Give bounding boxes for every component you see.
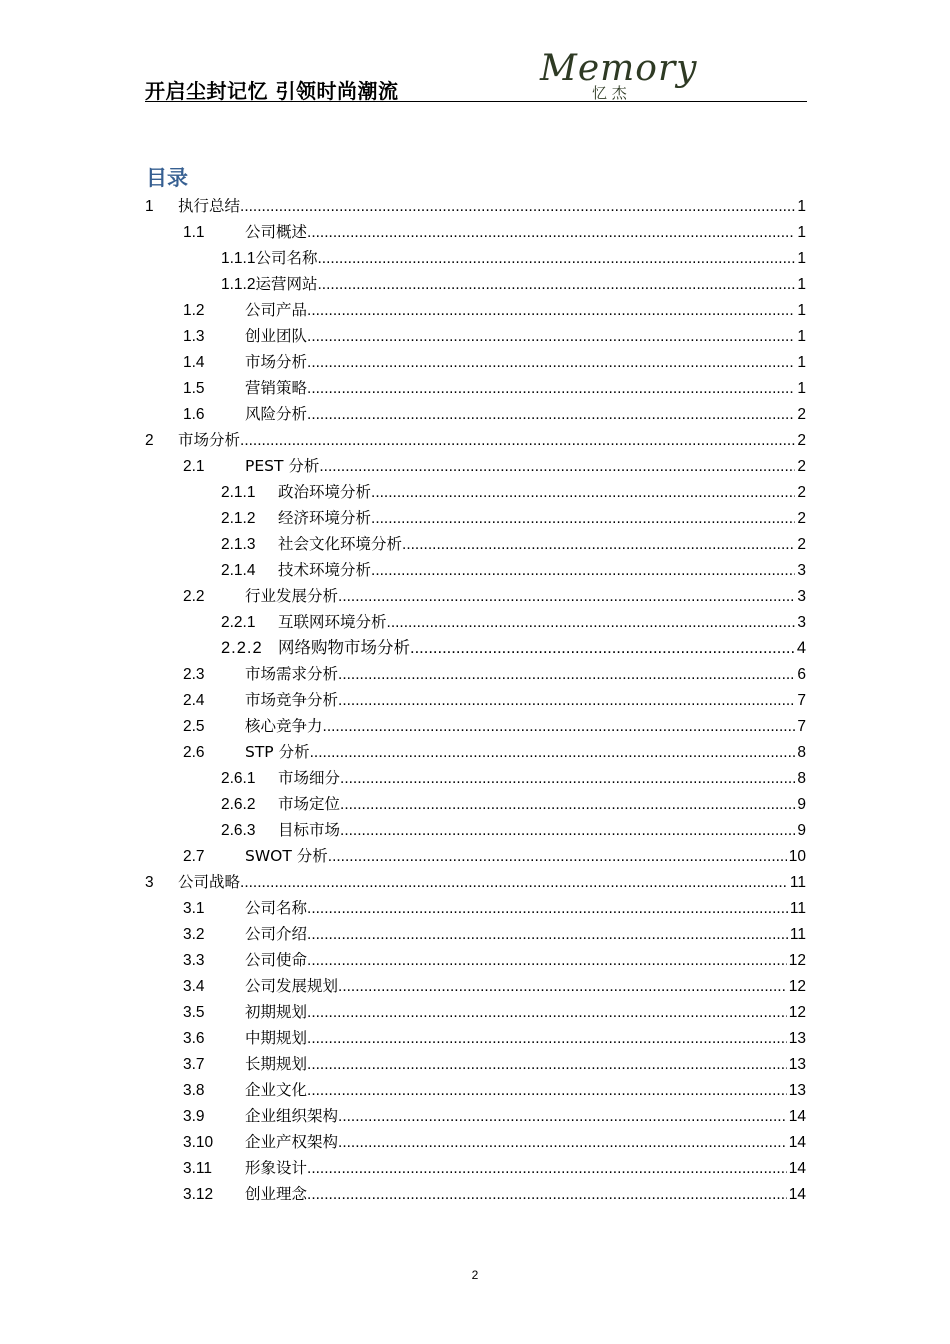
toc-label: 创业团队 [245,327,308,345]
logo-wordmark: Memory [540,48,698,89]
toc-entry[interactable] [183,401,806,427]
toc-label: 网络购物市场分析 [278,638,410,657]
toc-leader [307,324,795,350]
toc-number: 2 [145,432,154,449]
toc-page: 11 [789,874,806,891]
toc-entry[interactable] [183,661,806,687]
toc-label: 公司产品 [245,301,308,319]
toc-entry[interactable] [183,973,806,999]
toc-label: 市场定位 [278,795,341,813]
toc-page: 1 [797,380,806,397]
toc-page: 11 [789,900,806,917]
toc-number: 2.5 [183,718,205,735]
toc-label: 技术环境分析 [278,561,372,579]
toc-page: 2 [797,484,806,501]
toc-number: 2.7 [183,848,205,865]
toc-page: 11 [789,926,806,943]
toc-page: 8 [797,770,806,787]
toc-entry[interactable] [221,635,806,661]
toc-label: SWOT 分析 [245,847,328,865]
toc-entry[interactable] [221,505,806,531]
toc-page: 2 [797,510,806,527]
toc-entry[interactable] [221,271,806,297]
toc-number: 2.2 [183,588,205,605]
toc-entry[interactable] [221,531,806,557]
toc-label: 企业产权架构 [245,1133,339,1151]
toc-label: 公司概述 [245,223,308,241]
toc-label: PEST 分析 [245,457,320,475]
toc-number: 1.4 [183,354,205,371]
toc-number: 3.8 [183,1082,205,1099]
toc-entry[interactable] [183,323,806,349]
toc-page: 3 [797,588,806,605]
toc-label: 政治环境分析 [278,483,372,501]
toc-label: 公司发展规划 [245,977,339,995]
toc-number: 2.1 [183,458,205,475]
toc-page: 14 [788,1160,806,1177]
toc-entry[interactable] [183,921,806,947]
toc-page: 7 [797,692,806,709]
toc-leader [338,1130,787,1156]
toc-number: 3.2 [183,926,205,943]
toc-leader [307,1052,787,1078]
toc-leader [307,350,795,376]
toc-entry[interactable] [183,843,806,869]
toc-leader [307,1156,787,1182]
toc-label: 市场细分 [278,769,341,787]
toc-number: 1.5 [183,380,205,397]
toc-entry[interactable] [183,349,806,375]
toc-leader [328,844,787,870]
toc-number: 3.9 [183,1108,205,1125]
toc-label: 初期规划 [245,1003,308,1021]
toc-page: 1 [797,224,806,241]
toc-leader [338,1104,787,1130]
toc-page: 1 [797,276,806,293]
toc-leader [340,792,795,818]
toc-label: 公司使命 [245,951,308,969]
toc-entry[interactable] [183,895,806,921]
toc-page: 3 [797,562,806,579]
logo-chinese-mark: 忆 杰 [592,84,627,102]
toc-entry[interactable] [183,583,806,609]
toc-entry[interactable] [145,193,806,219]
toc-number: 3.12 [183,1186,214,1203]
toc-page: 9 [797,796,806,813]
toc-number: 3.3 [183,952,205,969]
toc-leader [338,974,787,1000]
toc-number: 1 [145,198,154,215]
toc-entry[interactable] [183,739,806,765]
toc-entry[interactable] [221,791,806,817]
toc-number: 2.6.1 [221,770,256,787]
toc-page: 9 [797,822,806,839]
toc-leader [307,220,795,246]
toc-entry[interactable] [221,479,806,505]
toc-leader [402,532,795,558]
toc-number: 3.1 [183,900,205,917]
toc-label: 企业文化 [245,1081,308,1099]
toc-leader [371,480,795,506]
toc-leader [307,1026,787,1052]
toc-entry[interactable] [183,1155,806,1181]
toc-label: 公司名称 [255,249,318,267]
toc-label: 互联网环境分析 [278,613,387,631]
toc-leader [340,766,795,792]
page-header [145,44,807,102]
toc-entry[interactable] [183,999,806,1025]
toc-leader [323,714,796,740]
toc-number: 3.5 [183,1004,205,1021]
toc-page: 3 [797,614,806,631]
toc-leader [318,272,796,298]
toc-label: 执行总结 [178,197,241,215]
toc-number: 3.10 [183,1134,214,1151]
toc-leader [307,376,795,402]
toc-page: 13 [788,1056,806,1073]
toc-page: 13 [788,1082,806,1099]
toc-number: 2.6.3 [221,822,256,839]
toc-leader [307,896,788,922]
toc-page: 2 [797,432,806,449]
toc-page: 13 [788,1030,806,1047]
toc-label: 市场分析 [245,353,308,371]
toc-entry[interactable] [183,1103,806,1129]
toc-entry[interactable] [221,557,806,583]
toc-page: 2 [797,406,806,423]
toc-leader [319,454,795,480]
toc-page: 6 [797,666,806,683]
toc-number: 1.6 [183,406,205,423]
toc-page: 2 [797,458,806,475]
toc-label: 市场分析 [178,431,241,449]
toc-page: 12 [788,952,806,969]
toc-number: 2.6 [183,744,205,761]
toc-page: 10 [788,848,806,865]
header-slogan: 开启尘封记忆 引领时尚潮流 [145,79,399,103]
toc-entry[interactable] [145,869,806,895]
toc-number: 2.2.2 [221,639,263,657]
toc-entry[interactable] [145,427,806,453]
toc-leader [371,558,795,584]
toc-leader [307,948,787,974]
toc-entry[interactable] [221,765,806,791]
toc-page: 14 [788,1186,806,1203]
toc-label: 长期规划 [245,1055,308,1073]
toc-number: 2.1.4 [221,562,256,579]
toc-page: 2 [797,536,806,553]
toc-number: 2.2.1 [221,614,256,631]
toc-label: 企业组织架构 [245,1107,339,1125]
toc-entry[interactable] [183,1181,806,1207]
toc-number: 1.3 [183,328,205,345]
toc-number: 1.1.2 [221,276,256,293]
toc-entry[interactable] [183,687,806,713]
toc-number: 1.1 [183,224,205,241]
toc-entry[interactable] [183,1129,806,1155]
toc-label: 公司战略 [178,873,241,891]
toc-leader [240,428,795,454]
toc-number: 2.3 [183,666,205,683]
toc-leader [338,584,795,610]
toc-entry[interactable] [183,947,806,973]
toc-entry[interactable] [221,817,806,843]
toc-page: 1 [797,250,806,267]
toc-label: 市场需求分析 [245,665,339,683]
toc-leader [307,1078,787,1104]
toc-entry[interactable] [221,609,806,635]
toc-leader [340,818,795,844]
toc-number: 3.6 [183,1030,205,1047]
toc-page: 1 [797,328,806,345]
toc-leader [307,402,795,428]
toc-page: 1 [797,198,806,215]
toc-label: 风险分析 [245,405,308,423]
toc-page: 8 [797,744,806,761]
toc-label: 运营网站 [255,275,318,293]
toc-leader [410,635,795,661]
toc-number: 1.1.1 [221,250,256,267]
toc-page: 14 [788,1134,806,1151]
toc-label: 形象设计 [245,1159,308,1177]
toc-leader [338,662,795,688]
toc-label: 社会文化环境分析 [278,535,403,553]
toc-leader [318,246,796,272]
toc-entry[interactable] [183,297,806,323]
toc-label: 公司名称 [245,899,308,917]
toc-number: 3.11 [183,1160,213,1177]
toc-label: 核心竞争力 [245,717,323,735]
toc-entry[interactable] [183,219,806,245]
toc-page: 12 [788,978,806,995]
toc-leader [307,298,795,324]
toc-leader [338,688,795,714]
toc-entry[interactable] [221,245,806,271]
toc-page: 1 [797,302,806,319]
toc-leader [371,506,795,532]
page-number: 2 [471,1268,479,1282]
brand-logo [540,48,698,102]
toc-number: 3.4 [183,978,205,995]
toc-leader [307,1182,787,1208]
toc-page: 7 [797,718,806,735]
toc-label: 公司介绍 [245,925,308,943]
toc-number: 3 [145,874,154,891]
toc-number: 3.7 [183,1056,205,1073]
toc-label: 市场竞争分析 [245,691,339,709]
toc-leader [240,194,795,220]
toc-number: 2.1.2 [221,510,256,527]
toc-entry[interactable] [183,1025,806,1051]
toc-label: 行业发展分析 [245,587,339,605]
toc-entry[interactable] [183,453,806,479]
toc-label: 经济环境分析 [278,509,372,527]
toc-page: 12 [788,1004,806,1021]
toc-page: 1 [797,354,806,371]
toc-page: 14 [788,1108,806,1125]
toc-label: STP 分析 [245,743,310,761]
toc-entry[interactable] [183,1051,806,1077]
toc-leader [307,1000,787,1026]
toc-label: 创业理念 [245,1185,308,1203]
toc-leader [307,922,788,948]
toc-label: 目标市场 [278,821,341,839]
toc-title: 目录 [146,166,188,190]
toc-number: 2.4 [183,692,205,709]
toc-label: 中期规划 [245,1029,308,1047]
toc-entry[interactable] [183,375,806,401]
toc-leader [387,610,796,636]
toc-number: 2.1.1 [221,484,256,501]
toc-entry[interactable] [183,713,806,739]
toc-number: 2.6.2 [221,796,256,813]
toc-number: 2.1.3 [221,536,256,553]
toc-leader [310,740,796,766]
toc-entry[interactable] [183,1077,806,1103]
toc-leader [240,870,788,896]
toc-label: 营销策略 [245,379,308,397]
toc-page: 4 [796,639,806,657]
toc-number: 1.2 [183,302,205,319]
